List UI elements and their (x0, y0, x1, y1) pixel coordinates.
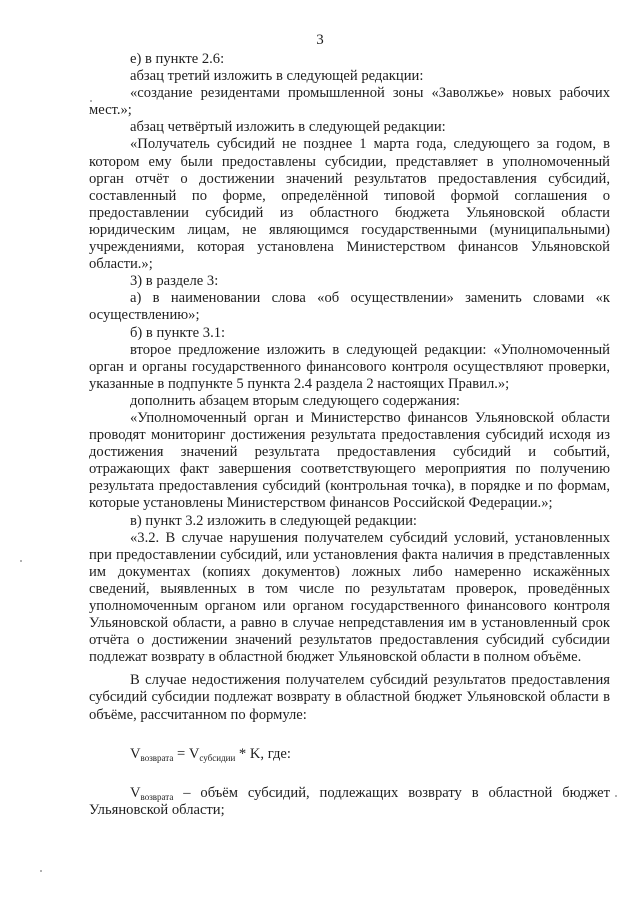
paragraph-vtoroe-predlozhenie: второе предложение изложить в следующей редакции: «Уполномоченный орган и органы государственного финансового контроля осуществляют проверки, указанные в подпункте 5 пункта 2.4 раздела 2 настоящих Правил.»; (89, 341, 610, 392)
paragraph-naimenovanie: а) в наименовании слова «об осуществлении» заменить словами «к осуществлению»; (89, 290, 610, 324)
formula (89, 746, 610, 763)
definition-text: – объём субсидий, подлежащих возврату в областной бюджет Ульяновской области; (89, 784, 610, 818)
formula-eq: = V (173, 745, 200, 762)
definition-v: V (130, 784, 141, 801)
paragraph-punkt-3-1: б) в пункте 3.1: (130, 324, 226, 341)
formula-sub-vozvrata: возврата (140, 752, 174, 763)
paragraph-razdel-3: 3) в разделе 3: (130, 273, 219, 290)
paragraph-nedostizhenie: В случае недостижения получателем субсидий результатов предоставления субсидий субсидии подлежат возврату в областной бюджет Ульяновской области в объёме, рассчитанном по формуле: (89, 672, 610, 723)
page-number: 3 (316, 32, 324, 48)
definition-v-vozvrata (89, 785, 610, 819)
scan-speck (615, 795, 617, 797)
paragraph-zavolzhye: «создание резидентами промышленной зоны «Заволжье» новых рабочих мест.»; (89, 85, 610, 119)
paragraph-abzac-chetvertyy: абзац четвёртый изложить в следующей редакции: (130, 119, 446, 136)
formula-sub-subsidii: субсидии (199, 752, 236, 763)
document-body (89, 51, 610, 819)
paragraph-abzac-tretiy: абзац третий изложить в следующей редакции: (130, 68, 424, 85)
paragraph-3-2-text: «3.2. В случае нарушения получателем субсидий условий, установленных при предоставлении субсидий, или установления факта наличия в представленных им документах (копиях документов) ложных либо намеренно искажённых сведений, выявленных в том числе по результатам проверок, проведённых уполномоченным органом или органом государственного финансового контроля Ульяновской области, а равно в случае непредставления им в установленный срок отчёта о достижении значений результатов предоставления субсидий субсидии подлежат возврату в областной бюджет Ульяновской области в полном объёме. (89, 529, 610, 666)
formula-tail: * K, где: (235, 745, 291, 762)
scan-speck (90, 100, 92, 102)
formula-v: V (130, 745, 141, 762)
scan-speck (40, 870, 42, 872)
paragraph-punkt-3-2: в) пункт 3.2 изложить в следующей редакции: (130, 512, 417, 529)
paragraph-monitoring: «Уполномоченный орган и Министерство финансов Ульяновской области проводят мониторинг достижения результата предоставления субсидий исходя из достижения значений результата предоставления субсидий и событий, отражающих факт завершения соответствующего мероприятия по получению результата предоставления субсидий (контрольная точка), в порядке и по формам, которые установлены Министерством финансов Российской Федерации.»; (89, 409, 610, 512)
paragraph-dopolnit: дополнить абзацем вторым следующего содержания: (130, 392, 460, 409)
paragraph-poluchatel: «Получатель субсидий не позднее 1 марта года, следующего за годом, в котором ему были предоставлены субсидии, представляет в уполномоченный орган отчёт о достижении значений результатов предоставления субсидий, составленный по форме, определённой типовой формой соглашения о предоставлении субсидий из областного бюджета Ульяновской области юридическим лицам, не являющимся государственными (муниципальными) учреждениями, которая установлена Министерством финансов Ульяновской области.»; (89, 136, 610, 273)
paragraph-e: е) в пункте 2.6: (130, 51, 225, 67)
definition-sub: возврата (140, 791, 174, 802)
scan-speck (20, 560, 22, 562)
